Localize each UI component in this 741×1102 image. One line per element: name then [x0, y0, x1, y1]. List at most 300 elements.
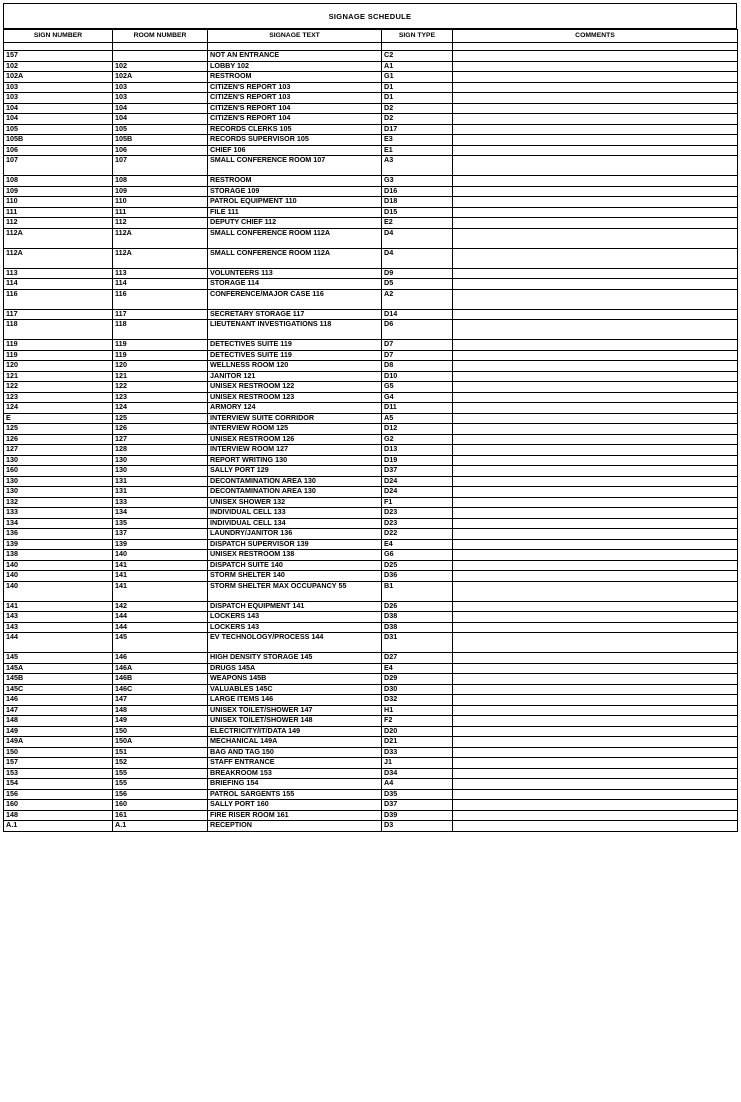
- cell-sign-type: J1: [382, 758, 453, 769]
- table-row: [4, 82, 738, 93]
- cell-sign-number: 154: [4, 779, 113, 790]
- cell-comments: [453, 309, 738, 320]
- cell-sign-type: D33: [382, 747, 453, 758]
- table-row: [4, 289, 738, 309]
- cell-sign-number: 121: [4, 371, 113, 382]
- header-row: [4, 30, 738, 43]
- table-row: [4, 413, 738, 424]
- cell-signage-text: SMALL CONFERENCE ROOM 112A: [208, 248, 382, 268]
- cell-comments: [453, 350, 738, 361]
- cell-sign-number: E: [4, 413, 113, 424]
- cell-sign-number: 160: [4, 466, 113, 477]
- cell-comments: [453, 340, 738, 351]
- cell-room-number: 134: [113, 508, 208, 519]
- cell-signage-text: SALLY PORT 129: [208, 466, 382, 477]
- cell-comments: [453, 279, 738, 290]
- cell-sign-number: 148: [4, 810, 113, 821]
- cell-sign-number: 102: [4, 61, 113, 72]
- cell-sign-number: 119: [4, 350, 113, 361]
- cell-room-number: 144: [113, 612, 208, 623]
- cell-sign-number: 148: [4, 716, 113, 727]
- cell-sign-type: D4: [382, 228, 453, 248]
- table-row: [4, 726, 738, 737]
- cell-sign-number: 112A: [4, 248, 113, 268]
- cell-sign-type: E2: [382, 218, 453, 229]
- cell-comments: [453, 424, 738, 435]
- cell-signage-text: REPORT WRITING 130: [208, 455, 382, 466]
- cell-signage-text: INTERVIEW ROOM 127: [208, 445, 382, 456]
- cell-room-number: 113: [113, 268, 208, 279]
- table-row: [4, 789, 738, 800]
- cell-signage-text: DETECTIVES SUITE 119: [208, 340, 382, 351]
- cell-room-number: 131: [113, 487, 208, 498]
- cell-comments: [453, 529, 738, 540]
- cell-sign-type: D18: [382, 197, 453, 208]
- cell-sign-type: H1: [382, 705, 453, 716]
- cell-comments: [453, 455, 738, 466]
- cell-comments: [453, 156, 738, 176]
- table-row: [4, 309, 738, 320]
- cell-sign-type: D30: [382, 684, 453, 695]
- cell-signage-text: DETECTIVES SUITE 119: [208, 350, 382, 361]
- cell-comments: [453, 684, 738, 695]
- cell-room-number: 102: [113, 61, 208, 72]
- cell-room-number: 146A: [113, 663, 208, 674]
- cell-signage-text: BREAKROOM 153: [208, 768, 382, 779]
- cell-comments: [453, 539, 738, 550]
- cell-comments: [453, 289, 738, 309]
- table-row: [4, 403, 738, 414]
- cell-comments: [453, 821, 738, 832]
- cell-comments: [453, 445, 738, 456]
- cell-comments: [453, 413, 738, 424]
- cell-sign-number: 145C: [4, 684, 113, 695]
- cell-signage-text: SMALL CONFERENCE ROOM 112A: [208, 228, 382, 248]
- cell-signage-text: UNISEX RESTROOM 122: [208, 382, 382, 393]
- cell-sign-type: D2: [382, 114, 453, 125]
- cell-room-number: A.1: [113, 821, 208, 832]
- cell-comments: [453, 560, 738, 571]
- cell-room-number: 119: [113, 350, 208, 361]
- cell-sign-number: 145A: [4, 663, 113, 674]
- table-row: [4, 176, 738, 187]
- table-row: [4, 361, 738, 372]
- cell-signage-text: HIGH DENSITY STORAGE 145: [208, 653, 382, 664]
- cell-comments: [453, 653, 738, 664]
- cell-comments: [453, 476, 738, 487]
- cell-signage-text: CITIZEN'S REPORT 104: [208, 103, 382, 114]
- cell-sign-type: D32: [382, 695, 453, 706]
- cell-sign-type: D24: [382, 487, 453, 498]
- cell-signage-text: UNISEX SHOWER 132: [208, 497, 382, 508]
- cell-sign-type: D23: [382, 518, 453, 529]
- cell-sign-type: A2: [382, 289, 453, 309]
- cell-signage-text: BAG AND TAG 150: [208, 747, 382, 758]
- cell-room-number: 148: [113, 705, 208, 716]
- cell-comments: [453, 810, 738, 821]
- cell-signage-text: RECORDS SUPERVISOR 105: [208, 135, 382, 146]
- cell-comments: [453, 633, 738, 653]
- table-row: [4, 445, 738, 456]
- cell-signage-text: PATROL SARGENTS 155: [208, 789, 382, 800]
- cell-sign-type: A1: [382, 61, 453, 72]
- table-row: [4, 228, 738, 248]
- cell-comments: [453, 82, 738, 93]
- table-row: [4, 539, 738, 550]
- cell-room-number: 104: [113, 114, 208, 125]
- cell-room-number: 117: [113, 309, 208, 320]
- table-row: [4, 487, 738, 498]
- cell-room-number: 160: [113, 800, 208, 811]
- cell-signage-text: ELECTRICITY/IT/DATA 149: [208, 726, 382, 737]
- cell-sign-number: 105B: [4, 135, 113, 146]
- cell-signage-text: STAFF ENTRANCE: [208, 758, 382, 769]
- cell-room-number: 155: [113, 779, 208, 790]
- cell-sign-type: E4: [382, 663, 453, 674]
- table-row: [4, 518, 738, 529]
- header-room-number: ROOM NUMBER: [113, 30, 208, 43]
- cell-sign-type: D16: [382, 186, 453, 197]
- table-row: [4, 382, 738, 393]
- cell-signage-text: INTERVIEW ROOM 125: [208, 424, 382, 435]
- table-row: [4, 124, 738, 135]
- cell-sign-type: A3: [382, 156, 453, 176]
- cell-signage-text: JANITOR 121: [208, 371, 382, 382]
- cell-comments: [453, 51, 738, 62]
- cell-signage-text: STORM SHELTER 140: [208, 571, 382, 582]
- cell-comments: [453, 695, 738, 706]
- cell-signage-text: RECORDS CLERKS 105: [208, 124, 382, 135]
- cell-sign-type: G5: [382, 382, 453, 393]
- cell-comments: [453, 248, 738, 268]
- cell-sign-number: 130: [4, 476, 113, 487]
- cell-room-number: 150A: [113, 737, 208, 748]
- cell-sign-number: 149A: [4, 737, 113, 748]
- table-row: [4, 747, 738, 758]
- cell-sign-number: 122: [4, 382, 113, 393]
- cell-sign-number: 118: [4, 320, 113, 340]
- cell-sign-type: D27: [382, 653, 453, 664]
- cell-signage-text: DISPATCH SUITE 140: [208, 560, 382, 571]
- cell-comments: [453, 612, 738, 623]
- cell-signage-text: CITIZEN'S REPORT 104: [208, 114, 382, 125]
- header-signage-text: SIGNAGE TEXT: [208, 30, 382, 43]
- cell-sign-number: 104: [4, 114, 113, 125]
- cell-sign-type: D31: [382, 633, 453, 653]
- cell-comments: [453, 186, 738, 197]
- cell-comments: [453, 800, 738, 811]
- cell-room-number: 118: [113, 320, 208, 340]
- cell-sign-number: 156: [4, 789, 113, 800]
- signage-table: [3, 29, 738, 832]
- cell-signage-text: VOLUNTEERS 113: [208, 268, 382, 279]
- cell-sign-type: D3: [382, 821, 453, 832]
- cell-sign-type: C2: [382, 51, 453, 62]
- table-row: [4, 571, 738, 582]
- cell-sign-type: D38: [382, 622, 453, 633]
- cell-sign-type: D12: [382, 424, 453, 435]
- cell-room-number: 145: [113, 633, 208, 653]
- cell-sign-type: B1: [382, 581, 453, 601]
- table-row: [4, 633, 738, 653]
- cell-signage-text: BRIEFING 154: [208, 779, 382, 790]
- cell-signage-text: CHIEF 106: [208, 145, 382, 156]
- cell-comments: [453, 716, 738, 727]
- table-row: [4, 392, 738, 403]
- cell-sign-number: A.1: [4, 821, 113, 832]
- cell-sign-type: D1: [382, 93, 453, 104]
- table-row: [4, 684, 738, 695]
- cell-room-number: 155: [113, 768, 208, 779]
- cell-sign-type: D6: [382, 320, 453, 340]
- cell-room-number: 108: [113, 176, 208, 187]
- table-row: [4, 653, 738, 664]
- cell-signage-text: SALLY PORT 160: [208, 800, 382, 811]
- cell-signage-text: LOCKERS 143: [208, 612, 382, 623]
- cell-sign-type: E4: [382, 539, 453, 550]
- cell-sign-number: 104: [4, 103, 113, 114]
- cell-comments: [453, 124, 738, 135]
- cell-sign-type: D15: [382, 207, 453, 218]
- cell-sign-number: 134: [4, 518, 113, 529]
- cell-sign-number: 145: [4, 653, 113, 664]
- cell-sign-type: D23: [382, 508, 453, 519]
- cell-sign-type: D8: [382, 361, 453, 372]
- cell-signage-text: STORM SHELTER MAX OCCUPANCY 55: [208, 581, 382, 601]
- cell-sign-type: D35: [382, 789, 453, 800]
- cell-sign-type: D7: [382, 350, 453, 361]
- cell-signage-text: EV TECHNOLOGY/PROCESS 144: [208, 633, 382, 653]
- cell-sign-number: 103: [4, 82, 113, 93]
- cell-sign-number: 150: [4, 747, 113, 758]
- cell-sign-number: 146: [4, 695, 113, 706]
- cell-sign-number: 113: [4, 268, 113, 279]
- spacer-row: [4, 43, 738, 51]
- cell-sign-type: G6: [382, 550, 453, 561]
- cell-sign-number: 117: [4, 309, 113, 320]
- cell-sign-number: 110: [4, 197, 113, 208]
- cell-comments: [453, 622, 738, 633]
- cell-sign-type: D11: [382, 403, 453, 414]
- cell-room-number: 141: [113, 581, 208, 601]
- table-row: [4, 93, 738, 104]
- cell-comments: [453, 705, 738, 716]
- cell-signage-text: UNISEX TOILET/SHOWER 147: [208, 705, 382, 716]
- cell-signage-text: FIRE RISER ROOM 161: [208, 810, 382, 821]
- table-row: [4, 550, 738, 561]
- cell-sign-number: 108: [4, 176, 113, 187]
- cell-room-number: 131: [113, 476, 208, 487]
- cell-sign-number: 123: [4, 392, 113, 403]
- cell-sign-type: D36: [382, 571, 453, 582]
- cell-signage-text: SECRETARY STORAGE 117: [208, 309, 382, 320]
- cell-sign-number: 106: [4, 145, 113, 156]
- cell-sign-number: 145B: [4, 674, 113, 685]
- cell-room-number: 119: [113, 340, 208, 351]
- cell-sign-number: 132: [4, 497, 113, 508]
- cell-room-number: 149: [113, 716, 208, 727]
- cell-sign-type: D39: [382, 810, 453, 821]
- cell-comments: [453, 403, 738, 414]
- header-sign-type: SIGN TYPE: [382, 30, 453, 43]
- cell-room-number: 130: [113, 466, 208, 477]
- cell-sign-type: D25: [382, 560, 453, 571]
- cell-signage-text: DECONTAMINATION AREA 130: [208, 487, 382, 498]
- cell-comments: [453, 320, 738, 340]
- cell-room-number: [113, 51, 208, 62]
- table-row: [4, 821, 738, 832]
- cell-sign-number: 119: [4, 340, 113, 351]
- cell-signage-text: NOT AN ENTRANCE: [208, 51, 382, 62]
- cell-room-number: 156: [113, 789, 208, 800]
- cell-room-number: 140: [113, 550, 208, 561]
- cell-room-number: 116: [113, 289, 208, 309]
- cell-signage-text: FILE 111: [208, 207, 382, 218]
- cell-sign-type: D9: [382, 268, 453, 279]
- cell-sign-number: 138: [4, 550, 113, 561]
- cell-sign-number: 130: [4, 487, 113, 498]
- cell-sign-number: 127: [4, 445, 113, 456]
- cell-room-number: 146B: [113, 674, 208, 685]
- table-row: [4, 695, 738, 706]
- cell-comments: [453, 103, 738, 114]
- table-row: [4, 737, 738, 748]
- cell-sign-number: 140: [4, 571, 113, 582]
- cell-sign-type: D5: [382, 279, 453, 290]
- cell-comments: [453, 737, 738, 748]
- table-row: [4, 72, 738, 83]
- cell-sign-type: D24: [382, 476, 453, 487]
- cell-sign-type: D13: [382, 445, 453, 456]
- cell-signage-text: INDIVIDUAL CELL 134: [208, 518, 382, 529]
- cell-sign-type: D2: [382, 103, 453, 114]
- cell-room-number: 144: [113, 622, 208, 633]
- cell-signage-text: INTERVIEW SUITE CORRIDOR: [208, 413, 382, 424]
- cell-room-number: 146C: [113, 684, 208, 695]
- cell-sign-number: 112A: [4, 228, 113, 248]
- cell-sign-number: 124: [4, 403, 113, 414]
- table-row: [4, 114, 738, 125]
- cell-comments: [453, 601, 738, 612]
- cell-room-number: 133: [113, 497, 208, 508]
- table-row: [4, 529, 738, 540]
- cell-comments: [453, 207, 738, 218]
- cell-signage-text: STORAGE 109: [208, 186, 382, 197]
- table-row: [4, 61, 738, 72]
- cell-comments: [453, 268, 738, 279]
- cell-signage-text: UNISEX RESTROOM 126: [208, 434, 382, 445]
- cell-comments: [453, 114, 738, 125]
- cell-signage-text: WEAPONS 145B: [208, 674, 382, 685]
- table-row: [4, 455, 738, 466]
- cell-room-number: 151: [113, 747, 208, 758]
- cell-comments: [453, 361, 738, 372]
- cell-comments: [453, 789, 738, 800]
- cell-sign-number: 112: [4, 218, 113, 229]
- cell-sign-type: D21: [382, 737, 453, 748]
- cell-signage-text: INDIVIDUAL CELL 133: [208, 508, 382, 519]
- cell-sign-number: 125: [4, 424, 113, 435]
- cell-room-number: 146: [113, 653, 208, 664]
- cell-sign-number: 105: [4, 124, 113, 135]
- table-row: [4, 51, 738, 62]
- signage-schedule-sheet: [3, 3, 737, 832]
- cell-comments: [453, 434, 738, 445]
- cell-signage-text: DISPATCH EQUIPMENT 141: [208, 601, 382, 612]
- cell-signage-text: PATROL EQUIPMENT 110: [208, 197, 382, 208]
- cell-comments: [453, 72, 738, 83]
- cell-signage-text: WELLNESS ROOM 120: [208, 361, 382, 372]
- cell-sign-number: 157: [4, 51, 113, 62]
- cell-comments: [453, 135, 738, 146]
- cell-sign-type: D1: [382, 82, 453, 93]
- table-row: [4, 145, 738, 156]
- cell-sign-number: 111: [4, 207, 113, 218]
- cell-signage-text: ARMORY 124: [208, 403, 382, 414]
- table-row: [4, 779, 738, 790]
- table-row: [4, 248, 738, 268]
- cell-room-number: 141: [113, 571, 208, 582]
- table-row: [4, 663, 738, 674]
- cell-sign-number: 126: [4, 434, 113, 445]
- cell-signage-text: LIEUTENANT INVESTIGATIONS 118: [208, 320, 382, 340]
- cell-room-number: 142: [113, 601, 208, 612]
- cell-signage-text: STORAGE 114: [208, 279, 382, 290]
- cell-sign-number: 140: [4, 560, 113, 571]
- cell-comments: [453, 228, 738, 248]
- cell-room-number: 137: [113, 529, 208, 540]
- cell-signage-text: RESTROOM: [208, 176, 382, 187]
- cell-signage-text: LARGE ITEMS 146: [208, 695, 382, 706]
- cell-room-number: 109: [113, 186, 208, 197]
- cell-signage-text: DECONTAMINATION AREA 130: [208, 476, 382, 487]
- cell-sign-number: 114: [4, 279, 113, 290]
- table-row: [4, 320, 738, 340]
- cell-sign-number: 157: [4, 758, 113, 769]
- cell-sign-number: 136: [4, 529, 113, 540]
- table-row: [4, 279, 738, 290]
- cell-signage-text: UNISEX RESTROOM 138: [208, 550, 382, 561]
- table-row: [4, 758, 738, 769]
- cell-sign-type: D19: [382, 455, 453, 466]
- cell-sign-number: 116: [4, 289, 113, 309]
- cell-sign-type: G1: [382, 72, 453, 83]
- cell-sign-type: F1: [382, 497, 453, 508]
- table-row: [4, 135, 738, 146]
- cell-signage-text: UNISEX RESTROOM 123: [208, 392, 382, 403]
- cell-room-number: 139: [113, 539, 208, 550]
- cell-signage-text: UNISEX TOILET/SHOWER 148: [208, 716, 382, 727]
- cell-room-number: 103: [113, 82, 208, 93]
- cell-sign-number: 160: [4, 800, 113, 811]
- table-row: [4, 207, 738, 218]
- table-row: [4, 581, 738, 601]
- cell-sign-type: D26: [382, 601, 453, 612]
- cell-sign-number: 107: [4, 156, 113, 176]
- cell-room-number: 127: [113, 434, 208, 445]
- cell-sign-type: D22: [382, 529, 453, 540]
- cell-sign-type: D10: [382, 371, 453, 382]
- cell-comments: [453, 145, 738, 156]
- cell-signage-text: DRUGS 145A: [208, 663, 382, 674]
- cell-sign-type: D34: [382, 768, 453, 779]
- cell-room-number: 124: [113, 403, 208, 414]
- cell-comments: [453, 487, 738, 498]
- table-row: [4, 197, 738, 208]
- cell-signage-text: CONFERENCE/MAJOR CASE 116: [208, 289, 382, 309]
- table-row: [4, 560, 738, 571]
- cell-room-number: 121: [113, 371, 208, 382]
